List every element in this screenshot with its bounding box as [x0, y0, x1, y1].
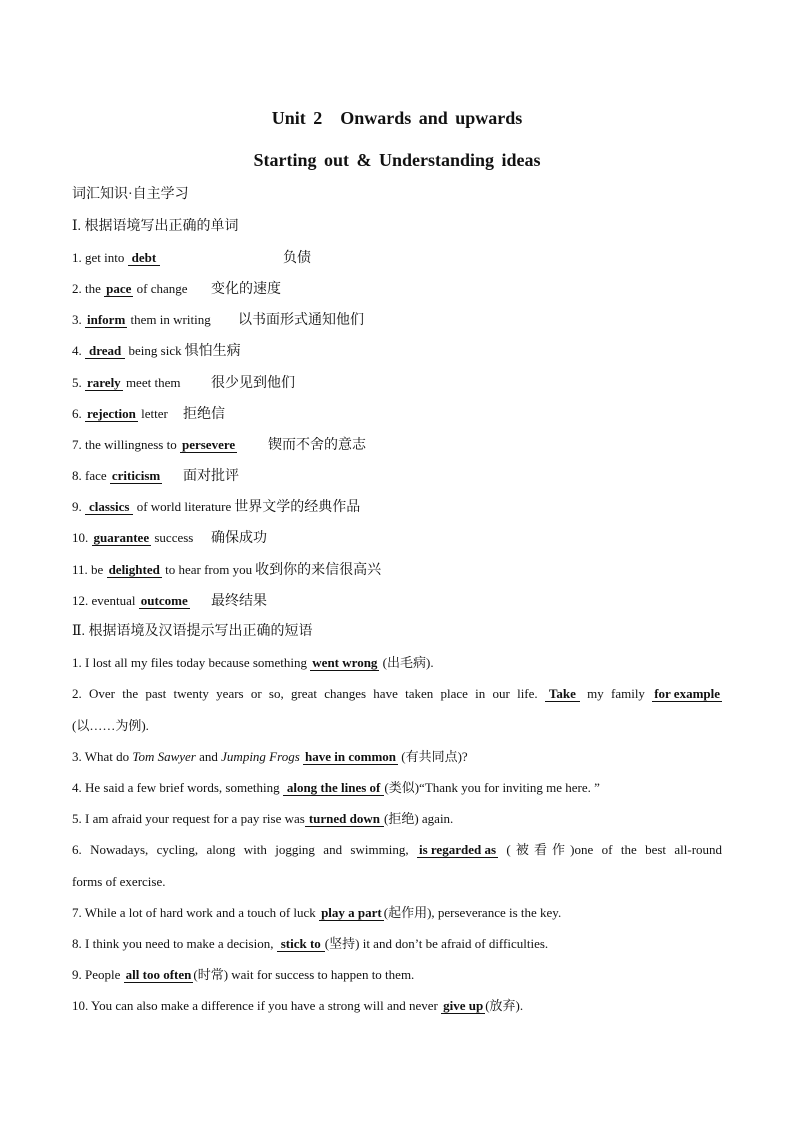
translation: 最终结果: [211, 593, 267, 609]
book-title: Jumping Frogs: [221, 748, 300, 764]
answer: dread: [85, 344, 125, 359]
part1-item: 1. get into debt 负债: [72, 249, 311, 266]
exercise-content: [72, 179, 722, 1021]
part2-item: 8. I think you need to make a decision, stick to (坚持) it and don’t be afraid of difficulties.: [72, 935, 549, 951]
answer: inform: [87, 312, 126, 328]
answer: play a part: [321, 904, 382, 920]
unit-title: Unit 2 Onwards and upwards: [271, 108, 523, 128]
part2-item: 2. Over the past twenty years or so, great changes have taken place in our life. Take my family for example: [72, 686, 721, 702]
part1-item: 5. rarely meet them 很少见到他们: [72, 374, 295, 391]
part2-item: 9. People all too often (时常) wait for success to happen to them.: [72, 967, 415, 983]
part2-item-continued: (以……为例).: [72, 717, 149, 733]
part2-item: 6. Nowadays, cycling, along with jogging and swimming, is regarded as (被看作)one of the best all-round: [72, 842, 722, 858]
part2-item: 10. You can also make a difference if you have a strong will and never give up (放弃).: [72, 998, 524, 1014]
part2-item: 3. What do Tom Sawyer and Jumping Frogs have in common (有共同点)?: [72, 748, 468, 764]
answer: give up: [443, 998, 484, 1014]
translation: 惧怕生病: [184, 344, 241, 360]
translation: 世界文学的经典作品: [234, 500, 361, 516]
part1-item: 11. be delighted to hear from you 收到你的来信很高兴: [72, 561, 382, 578]
answer: Take: [545, 687, 580, 702]
answer: all too often: [125, 967, 192, 983]
answer: have in common: [305, 748, 397, 764]
translation: 收到你的来信很高兴: [255, 562, 382, 578]
answer: debt: [128, 251, 161, 266]
translation: 很少见到他们: [211, 375, 295, 391]
part1-item: 8. face criticism 面对批评: [72, 468, 239, 485]
part1-item: 12. eventual outcome 最终结果: [72, 592, 267, 609]
translation: 确保成功: [211, 531, 267, 547]
part2-item: 4. He said a few brief words, something along the lines of (类似)“Thank you for inviting me here. ”: [72, 779, 600, 795]
answer: persevere: [181, 436, 236, 452]
answer: pace: [106, 280, 132, 296]
part2-item: 5. I am afraid your request for a pay rise was turned down (拒绝) again.: [72, 811, 454, 827]
lesson-subtitle: Starting out & Understanding ideas: [253, 150, 541, 170]
answer: stick to: [277, 937, 325, 952]
translation: 面对批评: [183, 469, 239, 485]
answer: rarely: [87, 374, 121, 390]
part2-item: 1. I lost all my files today because something went wrong (出毛病).: [72, 655, 434, 671]
answer: criticism: [111, 468, 161, 484]
answer: along the lines of: [283, 781, 385, 796]
translation: 锲而不舍的意志: [268, 437, 366, 453]
translation: 以书面形式通知他们: [238, 313, 364, 329]
part1-item: 3. inform them in writing 以书面形式通知他们: [72, 312, 364, 329]
translation: 拒绝信: [183, 406, 225, 422]
answer: delighted: [108, 561, 160, 577]
part1-item: 4. dread being sick 惧怕生病: [72, 343, 241, 360]
answer: turned down: [305, 812, 384, 827]
answer: outcome: [140, 592, 188, 608]
part2-item-continued: forms of exercise.: [72, 873, 166, 889]
answer: classics: [85, 500, 133, 515]
book-title: Tom Sawyer: [132, 748, 196, 764]
part1-item: 10. guarantee success 确保成功: [72, 530, 267, 547]
part1-heading: Ⅰ. 根据语境写出正确的单词: [72, 218, 239, 234]
part2-item: 7. While a lot of hard work and a touch of luck play a part (起作用), perseverance is the key.: [72, 904, 562, 920]
part1-item: 2. the pace of change 变化的速度: [72, 280, 281, 297]
translation: 变化的速度: [211, 281, 281, 297]
answer: went wrong: [312, 655, 378, 671]
part1-item: 9. classics of world literature 世界文学的经典作品: [72, 499, 361, 516]
part2-heading: Ⅱ. 根据语境及汉语提示写出正确的短语: [72, 624, 313, 640]
answer: guarantee: [93, 530, 150, 546]
answer: rejection: [87, 405, 136, 421]
section-label: 词汇知识·自主学习: [72, 187, 189, 203]
part1-item: 6. rejection letter 拒绝信: [72, 405, 225, 422]
part1-item: 7. the willingness to persevere 锲而不舍的意志: [72, 436, 366, 453]
answer: is regarded as: [418, 842, 497, 858]
answer: for example: [654, 686, 721, 702]
translation: 负债: [283, 250, 311, 266]
